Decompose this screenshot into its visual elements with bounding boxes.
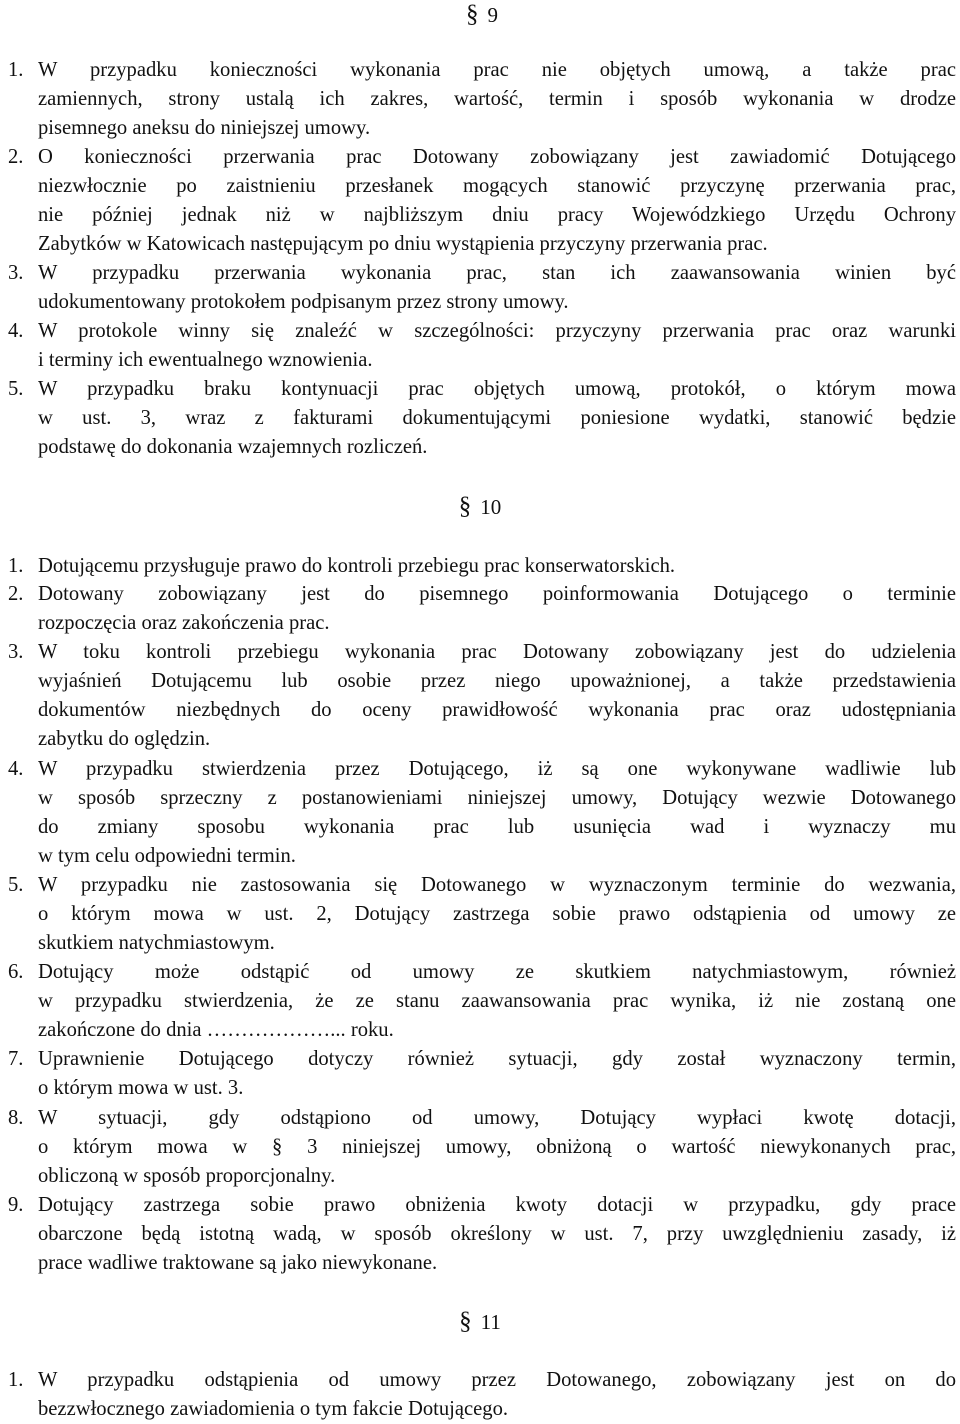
item-text (38, 580, 956, 638)
text-line: w ust. 3, wraz z fakturami dokumentującymi poniesione wydatki, stanowić będzie (38, 407, 956, 429)
text-line: skutkiem natychmiastowym. (38, 932, 275, 954)
item-number: 3. (8, 641, 24, 663)
item-number: 1. (8, 1369, 24, 1391)
list-item (0, 375, 960, 462)
text-line: W protokole winny się znaleźć w szczególności: przyczyny przerwania prac oraz warunki (38, 320, 956, 342)
item-text (38, 1104, 956, 1191)
item-text (38, 552, 956, 581)
section-sign: § (459, 1308, 472, 1335)
item-number: 9. (8, 1194, 24, 1216)
text-line: o którym mowa w ust. 3. (38, 1077, 244, 1099)
item-text (38, 259, 956, 317)
text-line: W przypadku odstąpienia od umowy przez Dotowanego, zobowiązany jest on do (38, 1369, 956, 1391)
item-text (38, 638, 956, 754)
text-line: o którym mowa w ust. 2, Dotujący zastrzega sobie prawo odstąpienia od umowy ze (38, 903, 956, 925)
text-line: bezzwłocznego zawiadomienia o tym fakcie Dotującego. (38, 1398, 509, 1420)
section-number: 9 (487, 3, 498, 27)
text-line: W przypadku nie zastosowania się Dotowanego w wyznaczonym terminie do wezwania, (38, 874, 956, 896)
text-line: wyjaśnień Dotującemu lub osobie przez niego upoważnionej, a także przedstawienia (38, 670, 956, 692)
list-item (0, 56, 960, 143)
section-heading-11 (0, 1307, 960, 1337)
text-line: Dotujący zastrzega sobie prawo obniżenia kwoty dotacji w przypadku, gdy prace (38, 1194, 956, 1216)
section-number: 11 (480, 1310, 501, 1334)
text-line: prace wadliwe traktowane są jako niewykonane. (38, 1252, 438, 1274)
section-sign: § (458, 493, 472, 520)
item-text (38, 1191, 956, 1278)
text-line: udokumentowany protokołem podpisanym przez strony umowy. (38, 291, 569, 313)
item-number: 1. (8, 555, 24, 577)
text-line: W przypadku przerwania wykonania prac, stan ich zaawansowania winien być (38, 262, 956, 284)
text-line: W przypadku konieczności wykonania prac nie objętych umową, a także prac (38, 59, 956, 81)
text-line: w przypadku stwierdzenia, że ze stanu zaawansowania prac wynika, iż nie zostaną one (38, 990, 956, 1012)
section-heading-10 (0, 492, 960, 522)
list-item (0, 143, 960, 259)
item-number: 7. (8, 1048, 24, 1070)
item-number: 6. (8, 961, 24, 983)
list-item (0, 1045, 960, 1103)
section-heading-9 (2, 0, 960, 30)
text-line: W toku kontroli przebiegu wykonania prac Dotowany zobowiązany jest do udzielenia (38, 641, 956, 663)
text-line: podstawę do dokonania wzajemnych rozliczeń. (38, 436, 428, 458)
item-text (38, 143, 956, 259)
text-line: pisemnego aneksu do niniejszej umowy. (38, 117, 371, 139)
item-number: 4. (8, 320, 24, 342)
text-line: Zabytków w Katowicach następującym po dniu wystąpienia przyczyny przerwania prac. (38, 233, 768, 255)
list-item (0, 1191, 960, 1278)
list-item (0, 1366, 960, 1424)
item-number: 1. (8, 59, 24, 81)
text-line: zamiennych, strony ustalą ich zakres, wartość, termin i sposób wykonania w drodze (38, 88, 956, 110)
list-item (0, 871, 960, 958)
list-item (0, 755, 960, 871)
list-item (0, 1104, 960, 1191)
item-number: 2. (8, 146, 24, 168)
list-item (0, 317, 960, 375)
item-number: 8. (8, 1107, 24, 1129)
item-text (38, 1045, 956, 1103)
list-item (0, 552, 960, 581)
text-line: obarczone będą istotną wadą, w sposób określony w ust. 7, przy uwzględnieniu zasady, iż (38, 1223, 956, 1245)
text-line: o którym mowa w § 3 niniejszej umowy, obniżoną o wartość niewykonanych prac, (38, 1136, 956, 1158)
text-line: rozpoczęcia oraz zakończenia prac. (38, 612, 330, 634)
item-text (38, 958, 956, 1045)
text-line: i terminy ich ewentualnego wznowienia. (38, 349, 373, 371)
item-text (38, 56, 956, 143)
item-number: 5. (8, 378, 24, 400)
section-sign: § (466, 1, 479, 28)
text-line: W sytuacji, gdy odstąpiono od umowy, Dotujący wypłaci kwotę dotacji, (38, 1107, 956, 1129)
text-line: W przypadku braku kontynuacji prac objętych umową, protokół, o którym mowa (38, 378, 956, 400)
item-text (38, 1366, 956, 1424)
text-line: zakończone do dnia ………………... roku. (38, 1019, 394, 1041)
item-number: 2. (8, 583, 24, 605)
text-line: w tym celu odpowiedni termin. (38, 845, 296, 867)
text-line: Dotujący może odstąpić od umowy ze skutkiem natychmiastowym, również (38, 961, 956, 983)
item-number: 3. (8, 262, 24, 284)
list-item (0, 958, 960, 1045)
text-line: niezwłocznie po zaistnieniu przesłanek mogących stanowić przyczynę przerwania prac, (38, 175, 956, 197)
list-item (0, 259, 960, 317)
text-line: O konieczności przerwania prac Dotowany zobowiązany jest zawiadomić Dotującego (38, 146, 956, 168)
text-line: Dotującemu przysługuje prawo do kontroli przebiegu prac konserwatorskich. (38, 555, 676, 577)
item-number: 5. (8, 874, 24, 896)
text-line: do zmiany sposobu wykonania prac lub usunięcia wad i wyznaczy mu (38, 816, 956, 838)
text-line: W przypadku stwierdzenia przez Dotującego, iż są one wykonywane wadliwie lub (38, 758, 956, 780)
text-line: dokumentów niezbędnych do oceny prawidłowość wykonania prac oraz udostępniania (38, 699, 956, 721)
item-text (38, 375, 956, 462)
text-line: nie później jednak niż w najbliższym dniu pracy Wojewódzkiego Urzędu Ochrony (38, 204, 956, 226)
section-number: 10 (480, 495, 502, 519)
text-line: w sposób sprzeczny z postanowieniami niniejszej umowy, Dotujący wezwie Dotowanego (38, 787, 956, 809)
item-text (38, 317, 956, 375)
item-text (38, 755, 956, 871)
item-text (38, 871, 956, 958)
text-line: zabytku do oględzin. (38, 728, 211, 750)
list-item (0, 580, 960, 638)
text-line: Uprawnienie Dotującego dotyczy również sytuacji, gdy został wyznaczony termin, (38, 1048, 956, 1070)
text-line: obliczoną w sposób proporcjonalny. (38, 1165, 336, 1187)
text-line: Dotowany zobowiązany jest do pisemnego poinformowania Dotującego o terminie (38, 583, 956, 605)
list-item (0, 638, 960, 754)
item-number: 4. (8, 758, 24, 780)
